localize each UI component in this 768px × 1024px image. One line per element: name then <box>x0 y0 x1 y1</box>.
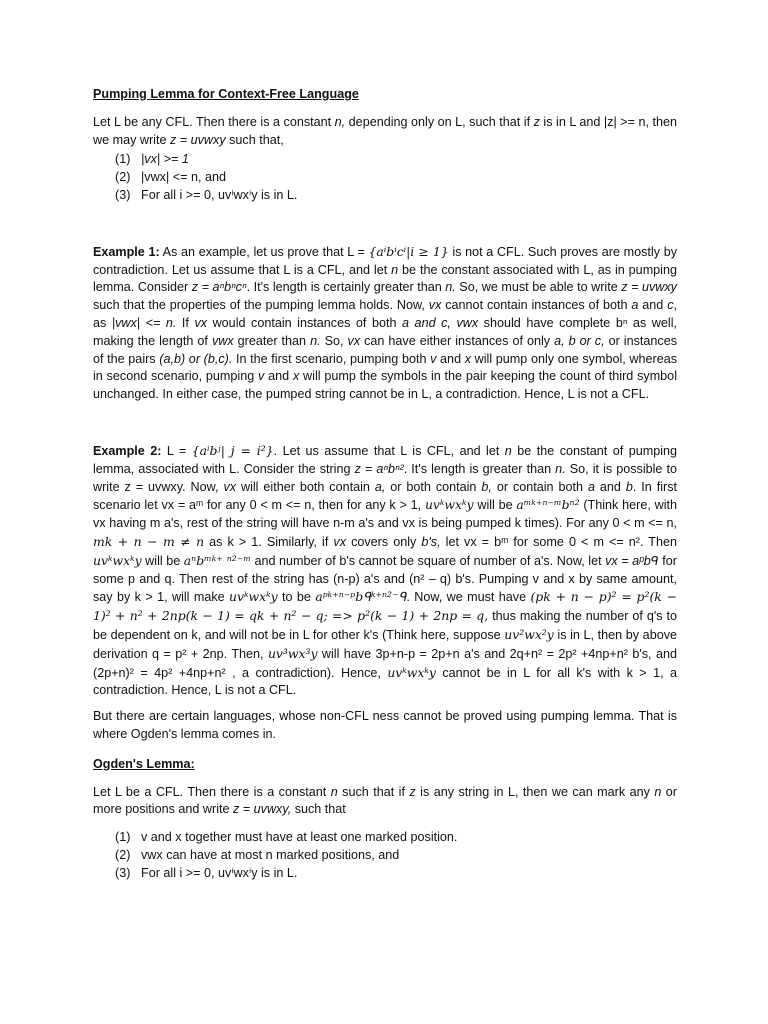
closing-paragraph: But there are certain languages, whose non-CFL ness cannot be proved using pumping lemma. That is where Ogden's lemma comes in. <box>93 709 677 741</box>
list-item: (2) |vwx| <= n, and <box>115 170 226 185</box>
list-item: (3) For all i >= 0, uvⁱwxⁱy is in L. <box>115 865 298 880</box>
pumping-conditions-list <box>93 151 677 204</box>
example-2-label: Example 2: <box>93 443 162 458</box>
list-item: (1) |vx| >= 1 <box>115 152 189 167</box>
example-1-label: Example 1: <box>93 244 160 259</box>
ogden-conditions-list <box>93 829 677 882</box>
section-title-pumping-lemma: Pumping Lemma for Context-Free Language <box>93 87 359 101</box>
example-2-paragraph: Example 2: L = {aⁱbʲ| j = i²}. Let us assume that L is CFL, and let n be the constant of pumping lemma, associated with L. Consider the string z = aⁿbⁿ². It's length is greater than n. So, it is possible to write z = uvwxy. Now, vx will either both contain a, or both contain b, or contain both a and b. In first scenario let vx = aᵐ for any 0 < m <= n, then for any k > 1, uvᵏwxᵏy will be aᵐᵏ⁺ⁿ⁻ᵐbⁿ² (Think here, with vx having m a's, rest of the string will have n-m a's and vx is being pumped k times). For any 0 < m <= n, mk + n − m ≠ n as k > 1. Similarly, if vx covers only b's, let vx = bᵐ for some 0 < m <= n². Then uvᵏwxᵏy will be aⁿbᵐᵏ⁺ ⁿ²⁻ᵐ and number of b's cannot be square of number of a's. Now, let vx = aᵖbᑫ for some p and q. Then rest of the string has (n-p) a's and (n² – q) b's. Pumping v and x by same amount, say by k > 1, will make uvᵏwxᵏy to be aᵖᵏ⁺ⁿ⁻ᵖbᑫᵏ⁺ⁿ²⁻ᑫ. Now, we must have (pk + n − p)² = p²(k − 1)² + n² + 2np(k − 1) = qk + n² − q; => p²(k − 1) + 2np = q, thus making the number of q's to be dependent on k, and will not be in L for other k's (Think here, suppose uv²wx²y is in L, then by above derivation q = p² + 2np. Then, uv³wx³y will have 3p+n-p = 2p+n a's and 2q+n² = 2p² +4np+n² b's, and (2p+n)² = 4p² +4np+n² , a contradiction). Hence, uvᵏwxᵏy cannot be in L for all k's with k > 1, a contradiction. Hence, L is not a CFL. <box>93 442 678 698</box>
list-item: (2) vwx can have at most n marked positions, and <box>115 847 400 862</box>
list-item: (1) v and x together must have at least one marked position. <box>115 830 458 845</box>
example-1-paragraph: Example 1: As an example, let us prove that L = {aⁱbⁱcⁱ|i ≥ 1} is not a CFL. Such proves are mostly by contradiction. Let us assume that L is a CFL, and let n be the constant associated with L, as in pumping lemma. Consider z = aⁿbⁿcⁿ. It's length is certainly greater than n. So, we must be able to write z = uvwxy such that the properties of the pumping lemma holds. Now, vx cannot contain instances of both a and c, as |vwx| <= n. If vx would contain instances of both a and c, vwx should have complete bⁿ as well, making the length of vwx greater than n. So, vx can have either instances of only a, b or c, or instances of the pairs (a,b) or (b,c). In the first scenario, pumping both v and x will pump only one symbol, whereas in second scenario, pumping v and x will pump the symbols in the pair keeping the count of third symbol unchanged. In either case, the pumped string cannot be in L, a contradiction. Hence, L is not a CFL. <box>93 243 678 402</box>
ogdens-lemma-statement: Let L be a CFL. Then there is a constant n such that if z is any string in L, then we can mark any n or more positions and write z = uvwxy, such that <box>93 784 678 817</box>
pumping-lemma-statement: Let L be any CFL. Then there is a constant n, depending only on L, such that if z is in L and |z| >= n, then we may write z = uvwxy such that, <box>93 114 678 147</box>
document-page <box>93 86 677 882</box>
list-item: (3) For all i >= 0, uvⁱwxⁱy is in L. <box>115 187 298 202</box>
section-title-ogdens-lemma: Ogden's Lemma: <box>93 756 195 771</box>
